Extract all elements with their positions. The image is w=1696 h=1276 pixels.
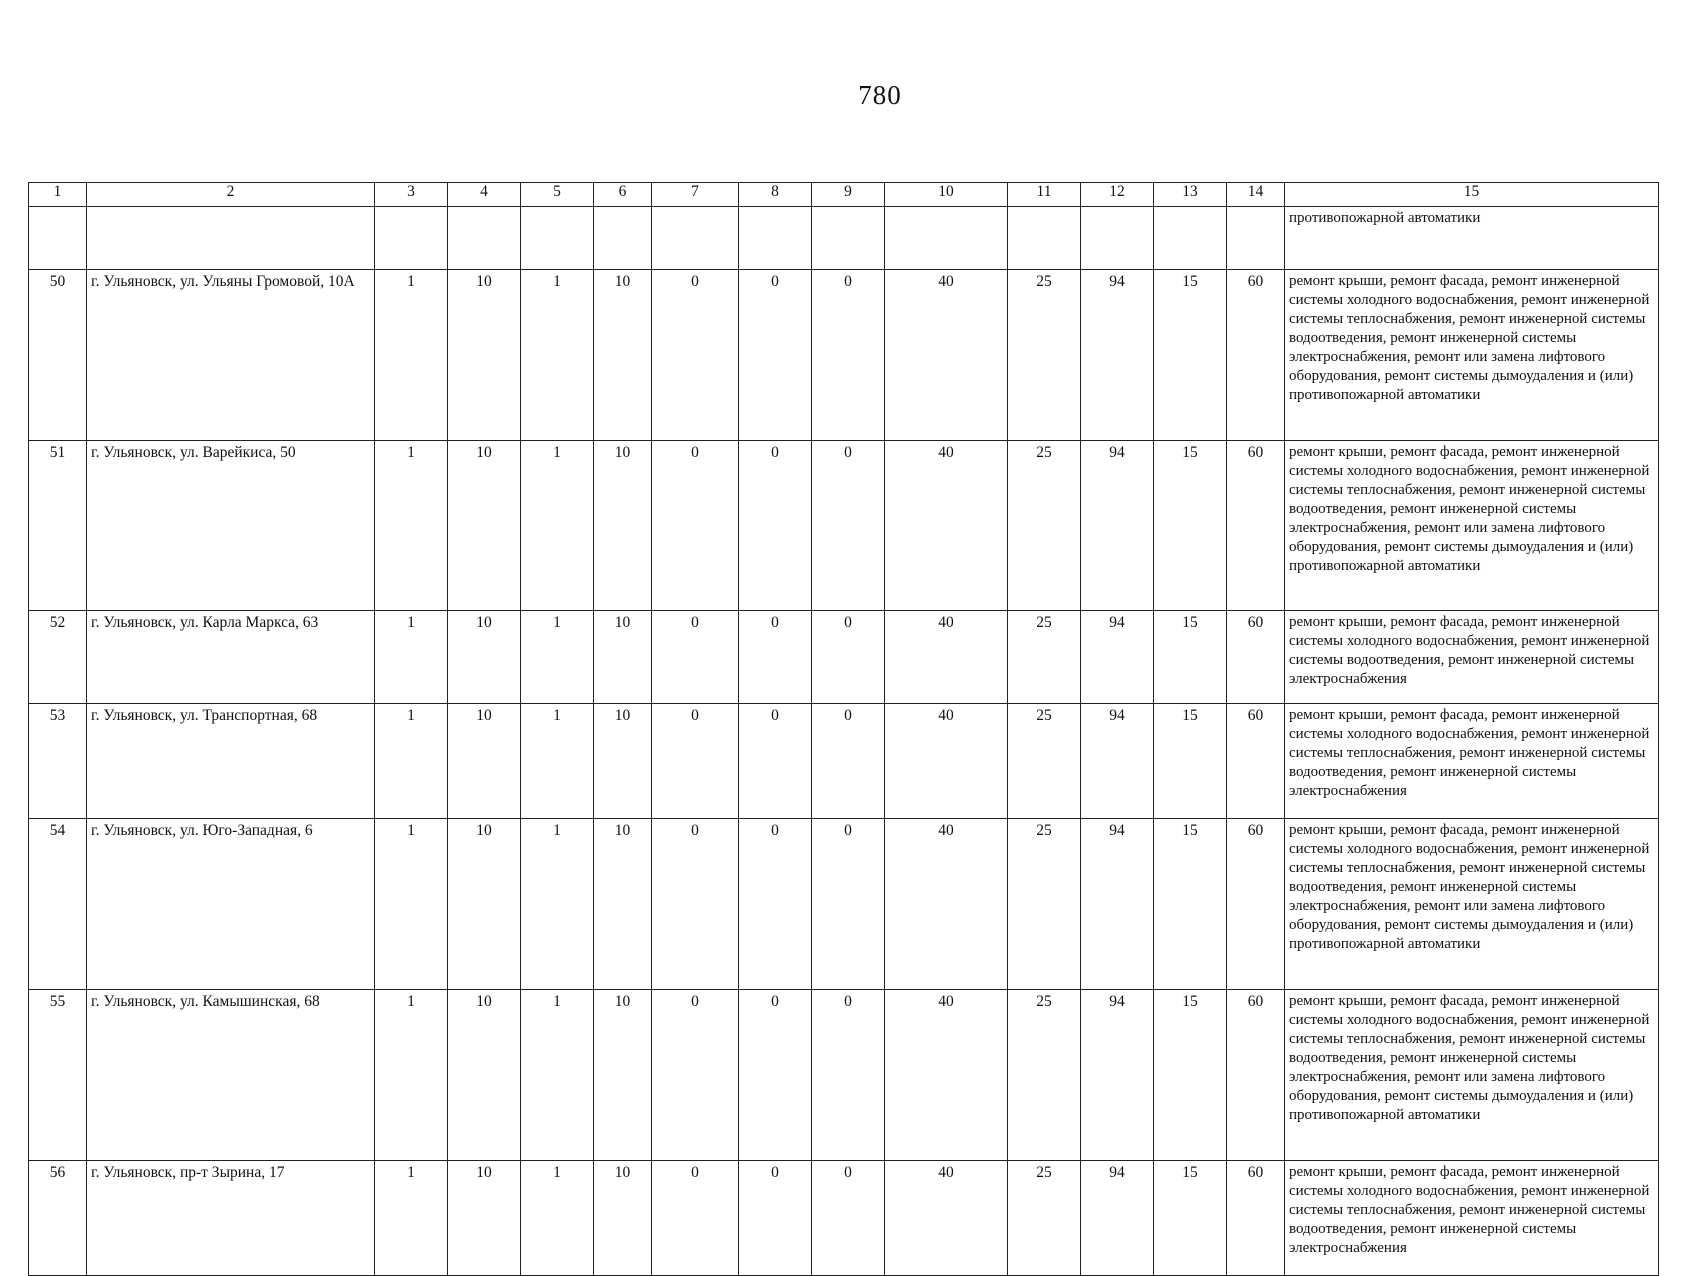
value-cell: 10: [594, 611, 652, 704]
column-header: 14: [1227, 183, 1285, 207]
value-cell: 0: [812, 1161, 885, 1276]
value-cell: 0: [739, 441, 812, 611]
table-row: [29, 990, 1659, 1161]
value-cell: 0: [739, 704, 812, 819]
table-row: [29, 704, 1659, 819]
value-cell: 0: [812, 819, 885, 990]
works-cell: ремонт крыши, ремонт фасада, ремонт инженерной системы холодного водоснабжения, ремонт инженерной системы теплоснабжения, ремонт инженерной системы водоотведения, ремонт инженерной системы электроснабжения, ремонт или замена лифтового оборудования, ремонт системы дымоудаления и (или) противопожарной автоматики: [1285, 990, 1659, 1161]
column-header: 15: [1285, 183, 1659, 207]
value-cell: 1: [521, 819, 594, 990]
value-cell: 25: [1008, 611, 1081, 704]
value-cell: 0: [652, 704, 739, 819]
column-number-row: [29, 183, 1659, 207]
value-cell: 10: [448, 704, 521, 819]
value-cell: 1: [375, 704, 448, 819]
column-header: 5: [521, 183, 594, 207]
value-cell: 1: [521, 270, 594, 441]
value-cell: 0: [812, 441, 885, 611]
cell: [812, 207, 885, 270]
value-cell: 40: [885, 441, 1008, 611]
value-cell: 60: [1227, 441, 1285, 611]
value-cell: 0: [812, 990, 885, 1161]
table-row: [29, 611, 1659, 704]
value-cell: 0: [812, 270, 885, 441]
value-cell: 94: [1081, 819, 1154, 990]
address-cell: г. Ульяновск, ул. Юго-Западная, 6: [87, 819, 375, 990]
cell: [87, 207, 375, 270]
address-cell: г. Ульяновск, ул. Варейкиса, 50: [87, 441, 375, 611]
row-number: 53: [29, 704, 87, 819]
address-cell: г. Ульяновск, ул. Камышинская, 68: [87, 990, 375, 1161]
table-row: [29, 270, 1659, 441]
cell: [521, 207, 594, 270]
value-cell: 1: [521, 990, 594, 1161]
value-cell: 10: [594, 704, 652, 819]
cell: [885, 207, 1008, 270]
address-cell: г. Ульяновск, пр-т Зырина, 17: [87, 1161, 375, 1276]
value-cell: 15: [1154, 819, 1227, 990]
column-header: 6: [594, 183, 652, 207]
cell: [652, 207, 739, 270]
value-cell: 25: [1008, 990, 1081, 1161]
value-cell: 1: [375, 611, 448, 704]
row-number: 54: [29, 819, 87, 990]
value-cell: 40: [885, 704, 1008, 819]
works-cell: ремонт крыши, ремонт фасада, ремонт инженерной системы холодного водоснабжения, ремонт инженерной системы теплоснабжения, ремонт инженерной системы водоотведения, ремонт инженерной системы электроснабжения, ремонт или замена лифтового оборудования, ремонт системы дымоудаления и (или) противопожарной автоматики: [1285, 819, 1659, 990]
works-cell: ремонт крыши, ремонт фасада, ремонт инженерной системы холодного водоснабжения, ремонт инженерной системы теплоснабжения, ремонт инженерной системы водоотведения, ремонт инженерной системы электроснабжения: [1285, 1161, 1659, 1276]
repair-register-table: [28, 182, 1659, 1276]
value-cell: 0: [652, 819, 739, 990]
value-cell: 40: [885, 611, 1008, 704]
value-cell: 10: [448, 990, 521, 1161]
row-number: 50: [29, 270, 87, 441]
column-header: 9: [812, 183, 885, 207]
value-cell: 10: [594, 1161, 652, 1276]
value-cell: 10: [448, 441, 521, 611]
row-number: 55: [29, 990, 87, 1161]
value-cell: 1: [375, 1161, 448, 1276]
value-cell: 0: [652, 611, 739, 704]
cell: [29, 207, 87, 270]
value-cell: 25: [1008, 1161, 1081, 1276]
value-cell: 60: [1227, 819, 1285, 990]
value-cell: 0: [739, 270, 812, 441]
cell: [739, 207, 812, 270]
value-cell: 25: [1008, 270, 1081, 441]
column-header: 11: [1008, 183, 1081, 207]
value-cell: 1: [375, 270, 448, 441]
value-cell: 15: [1154, 704, 1227, 819]
value-cell: 1: [375, 990, 448, 1161]
cell: [1227, 207, 1285, 270]
table-row: [29, 1161, 1659, 1276]
works-cell: ремонт крыши, ремонт фасада, ремонт инженерной системы холодного водоснабжения, ремонт инженерной системы водоотведения, ремонт инженерной системы электроснабжения: [1285, 611, 1659, 704]
value-cell: 0: [739, 611, 812, 704]
column-header: 8: [739, 183, 812, 207]
value-cell: 60: [1227, 990, 1285, 1161]
value-cell: 0: [739, 1161, 812, 1276]
value-cell: 0: [652, 990, 739, 1161]
value-cell: 1: [375, 441, 448, 611]
works-cell: ремонт крыши, ремонт фасада, ремонт инженерной системы холодного водоснабжения, ремонт инженерной системы теплоснабжения, ремонт инженерной системы водоотведения, ремонт инженерной системы электроснабжения, ремонт или замена лифтового оборудования, ремонт системы дымоудаления и (или) противопожарной автоматики: [1285, 270, 1659, 441]
row-number: 52: [29, 611, 87, 704]
value-cell: 94: [1081, 704, 1154, 819]
value-cell: 15: [1154, 270, 1227, 441]
row-number: 56: [29, 1161, 87, 1276]
value-cell: 0: [739, 819, 812, 990]
value-cell: 0: [812, 704, 885, 819]
cell: [594, 207, 652, 270]
works-cell: ремонт крыши, ремонт фасада, ремонт инженерной системы холодного водоснабжения, ремонт инженерной системы теплоснабжения, ремонт инженерной системы водоотведения, ремонт инженерной системы электроснабжения: [1285, 704, 1659, 819]
value-cell: 0: [739, 990, 812, 1161]
continuation-row: [29, 207, 1659, 270]
value-cell: 94: [1081, 441, 1154, 611]
row-number: 51: [29, 441, 87, 611]
value-cell: 10: [594, 270, 652, 441]
column-header: 12: [1081, 183, 1154, 207]
cell: [375, 207, 448, 270]
value-cell: 10: [448, 611, 521, 704]
column-header: 13: [1154, 183, 1227, 207]
page-number: 780: [858, 80, 902, 110]
value-cell: 0: [652, 270, 739, 441]
column-header: 4: [448, 183, 521, 207]
cell: [448, 207, 521, 270]
value-cell: 0: [812, 611, 885, 704]
value-cell: 10: [594, 990, 652, 1161]
value-cell: 15: [1154, 441, 1227, 611]
table-row: [29, 819, 1659, 990]
value-cell: 10: [594, 441, 652, 611]
value-cell: 15: [1154, 990, 1227, 1161]
column-header: 2: [87, 183, 375, 207]
value-cell: 40: [885, 819, 1008, 990]
value-cell: 60: [1227, 611, 1285, 704]
value-cell: 40: [885, 990, 1008, 1161]
table-row: [29, 441, 1659, 611]
value-cell: 10: [448, 1161, 521, 1276]
value-cell: 25: [1008, 441, 1081, 611]
value-cell: 10: [448, 819, 521, 990]
value-cell: 25: [1008, 819, 1081, 990]
value-cell: 15: [1154, 1161, 1227, 1276]
value-cell: 94: [1081, 270, 1154, 441]
address-cell: г. Ульяновск, ул. Ульяны Громовой, 10А: [87, 270, 375, 441]
value-cell: 94: [1081, 611, 1154, 704]
value-cell: 1: [521, 441, 594, 611]
works-continuation: противопожарной автоматики: [1285, 207, 1659, 270]
value-cell: 40: [885, 1161, 1008, 1276]
value-cell: 1: [375, 819, 448, 990]
value-cell: 1: [521, 1161, 594, 1276]
cell: [1008, 207, 1081, 270]
works-cell: ремонт крыши, ремонт фасада, ремонт инженерной системы холодного водоснабжения, ремонт инженерной системы теплоснабжения, ремонт инженерной системы водоотведения, ремонт инженерной системы электроснабжения, ремонт или замена лифтового оборудования, ремонт системы дымоудаления и (или) противопожарной автоматики: [1285, 441, 1659, 611]
value-cell: 15: [1154, 611, 1227, 704]
value-cell: 40: [885, 270, 1008, 441]
value-cell: 1: [521, 704, 594, 819]
value-cell: 10: [448, 270, 521, 441]
value-cell: 25: [1008, 704, 1081, 819]
value-cell: 60: [1227, 270, 1285, 441]
column-header: 3: [375, 183, 448, 207]
column-header: 1: [29, 183, 87, 207]
column-header: 7: [652, 183, 739, 207]
value-cell: 1: [521, 611, 594, 704]
value-cell: 94: [1081, 990, 1154, 1161]
cell: [1081, 207, 1154, 270]
address-cell: г. Ульяновск, ул. Транспортная, 68: [87, 704, 375, 819]
value-cell: 0: [652, 441, 739, 611]
value-cell: 10: [594, 819, 652, 990]
value-cell: 0: [652, 1161, 739, 1276]
address-cell: г. Ульяновск, ул. Карла Маркса, 63: [87, 611, 375, 704]
cell: [1154, 207, 1227, 270]
value-cell: 60: [1227, 704, 1285, 819]
column-header: 10: [885, 183, 1008, 207]
value-cell: 60: [1227, 1161, 1285, 1276]
value-cell: 94: [1081, 1161, 1154, 1276]
